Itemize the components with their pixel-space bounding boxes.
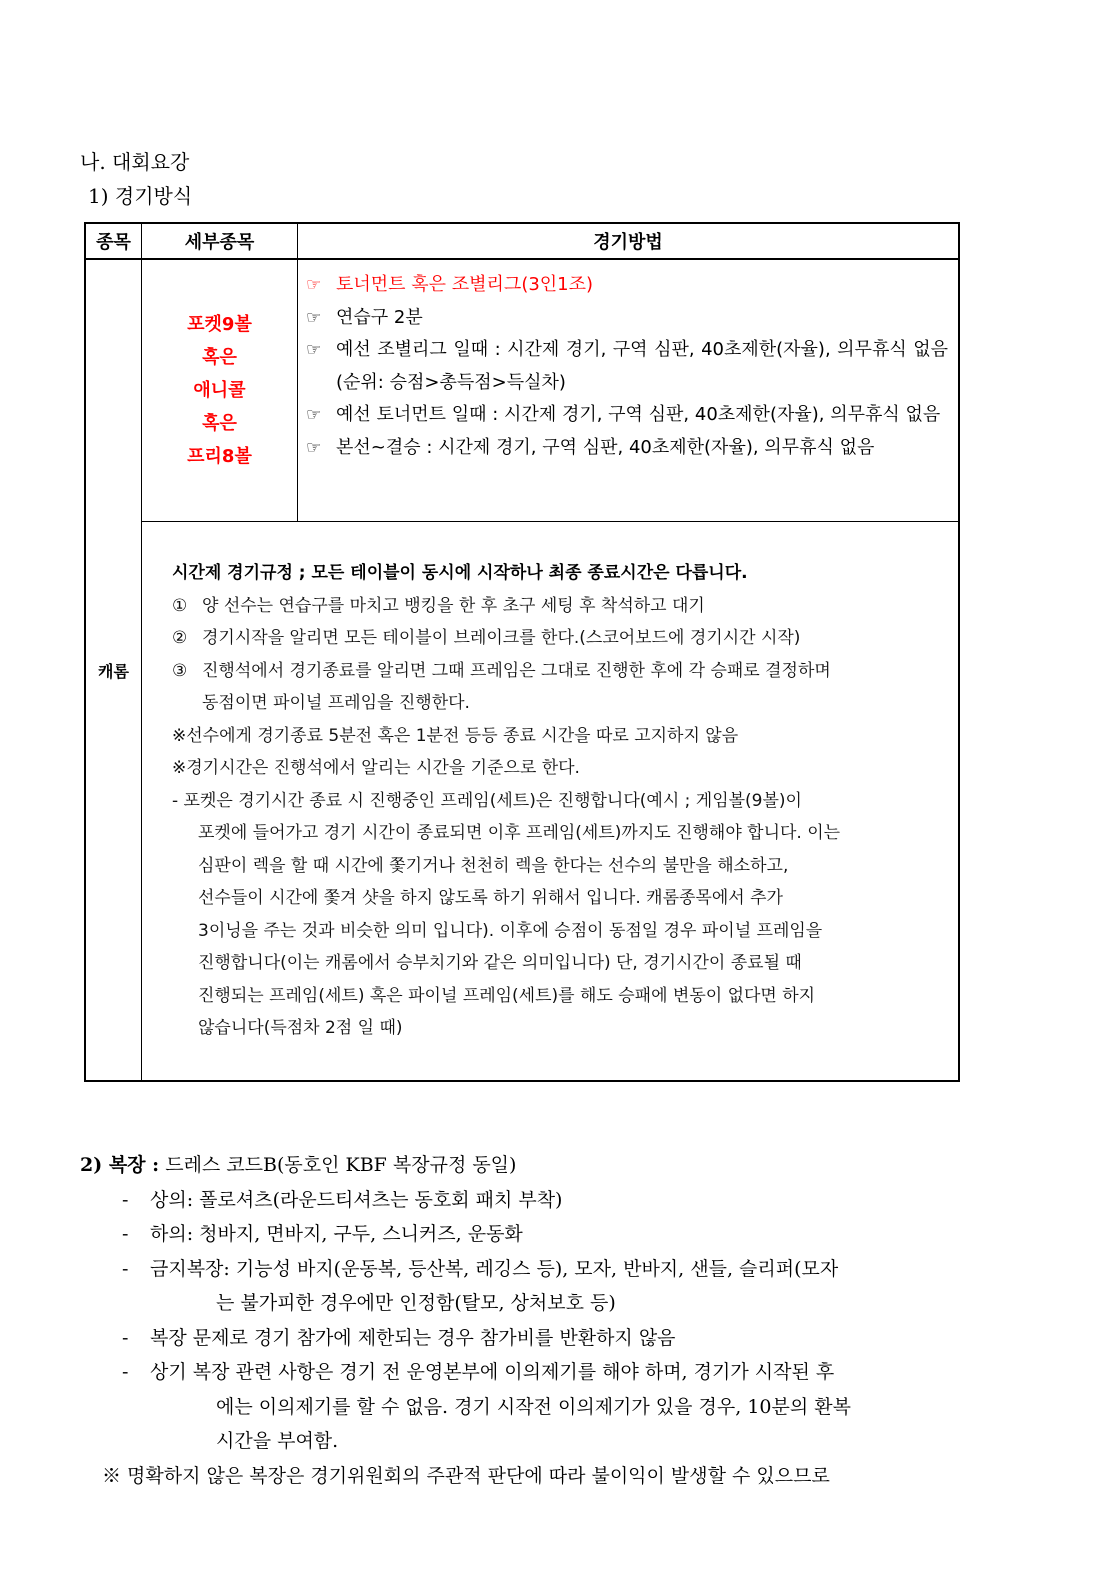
- rule-text: 진행석에서 경기종료를 알리면 그때 프레임은 그대로 진행한 후에 각 승패로 결정하며: [202, 660, 831, 681]
- dress-item-continuation: 시간을 부여함.: [216, 1430, 339, 1452]
- pocket-rule-line: 포켓에 들어가고 경기 시간이 종료되면 이후 프레임(세트)까지도 진행해야 합니다. 이는: [198, 823, 841, 843]
- method-item: [306, 432, 948, 465]
- rule-continuation: 동점이면 파이널 프레임을 진행한다.: [202, 693, 470, 713]
- dress-code-label: 2) 복장 :: [80, 1154, 160, 1176]
- sub-heading: 1) 경기방식: [88, 184, 193, 208]
- dash-bullet: -: [122, 1326, 129, 1349]
- sub-event-or: 혹은: [202, 346, 237, 368]
- sub-event-anycall: 애니콜: [193, 379, 246, 401]
- sub-event-list: [142, 308, 297, 473]
- dress-code-section: [80, 1148, 1040, 1493]
- method-item: [306, 399, 948, 432]
- dash-bullet: -: [122, 1188, 129, 1211]
- pointing-hand-icon: ☞: [306, 307, 322, 328]
- pocket-rule-line: 진행되는 프레임(세트) 혹은 파이널 프레임(세트)를 해도 승패에 변동이 없다면 하지: [198, 985, 816, 1006]
- dress-item: [80, 1355, 1040, 1390]
- sub-event-or: 혹은: [202, 412, 237, 434]
- dress-item: [80, 1217, 1040, 1252]
- method-text: 본선~결승 : 시간제 경기, 구역 심판, 40초제한(자율), 의무휴식 없음: [336, 436, 875, 458]
- dress-item-continuation: 는 불가피한 경우에만 인정함(탈모, 상처보호 등): [216, 1292, 616, 1314]
- pocket-rule-line: 진행합니다(이는 캐롬에서 승부치기와 같은 의미입니다) 단, 경기시간이 종료될 때: [198, 953, 802, 973]
- header-method: 경기방법: [298, 223, 960, 259]
- pointing-hand-icon: ☞: [306, 405, 322, 425]
- dress-item: [80, 1183, 1040, 1218]
- header-sub-event: 세부종목: [142, 223, 298, 259]
- event-cell: 캐롬: [85, 259, 142, 1081]
- rules-title: 시간제 경기규정 ; 모든 테이블이 동시에 시작하나 최종 종료시간은 다릅니다.: [172, 562, 748, 583]
- rule-text: 양 선수는 연습구를 마치고 뱅킹을 한 후 초구 세팅 후 착석하고 대기: [202, 595, 705, 616]
- dash-bullet: -: [122, 1257, 129, 1280]
- rule-text: 경기시작을 알리면 모든 테이블이 브레이크를 한다.(스코어보드에 경기시간 시작): [202, 628, 801, 648]
- dash-bullet: -: [122, 1361, 129, 1383]
- dress-item: [80, 1252, 1040, 1287]
- rule-item: [172, 655, 938, 688]
- pocket-rule-line: 심판이 렉을 할 때 시간에 쫓기거나 천천히 렉을 한다는 선수의 불만을 해소하고,: [198, 855, 789, 876]
- table-row: [85, 521, 959, 1081]
- method-item: [306, 269, 948, 302]
- header-event: 종목: [85, 223, 142, 259]
- rule-item: [172, 622, 938, 655]
- dress-item-text: 하의: 청바지, 면바지, 구두, 스니커즈, 운동화: [150, 1223, 523, 1245]
- dress-item-text: 상의: 폴로셔츠(라운드티셔츠는 동호회 패치 부착): [150, 1188, 563, 1211]
- sub-event-pocket9: 포켓9볼: [187, 313, 252, 335]
- pointing-hand-icon: ☞: [306, 275, 322, 295]
- method-item: [306, 302, 948, 335]
- dress-item: [80, 1321, 1040, 1356]
- sub-event-cell: [142, 259, 298, 521]
- dress-code-title: [80, 1148, 1040, 1183]
- pocket-rule-line: 3이닝을 주는 것과 비슷한 의미 입니다). 이후에 승점이 동점일 경우 파이널 프레임을: [198, 920, 823, 941]
- method-text: 예선 조별리그 일때 : 시간제 경기, 구역 심판, 40초제한(자율), 의무휴식 없음 (순위: 승점>총득점>득실차): [336, 339, 948, 393]
- rule-number: ②: [172, 628, 188, 648]
- rule-number: ③: [172, 660, 188, 681]
- rule-note: ※경기시간은 진행석에서 알리는 시간을 기준으로 한다.: [172, 758, 580, 778]
- rule-note: ※선수에게 경기종료 5분전 혹은 1분전 등등 종료 시간을 따로 고지하지 않음: [172, 725, 739, 746]
- dress-code-note: ※ 명확하지 않은 복장은 경기위원회의 주관적 판단에 따라 불이익이 발생할 수 있으므로: [102, 1464, 830, 1487]
- table-header-row: [85, 223, 959, 259]
- pocket-rule-line: 않습니다(득점차 2점 일 때): [198, 1018, 403, 1038]
- method-cell: [298, 259, 960, 521]
- dress-item-continuation: 에는 이의제기를 할 수 없음. 경기 시작전 이의제기가 있을 경우, 10분의 환복: [216, 1395, 851, 1418]
- rule-item: [172, 590, 938, 623]
- pointing-hand-icon: ☞: [306, 437, 322, 458]
- dress-item-text: 복장 문제로 경기 참가에 제한되는 경우 참가비를 반환하지 않음: [150, 1326, 676, 1349]
- dress-item-text: 금지복장: 기능성 바지(운동복, 등산복, 레깅스 등), 모자, 반바지, 샌들, 슬리퍼(모자: [150, 1257, 839, 1280]
- method-text: 토너먼트 혹은 조별리그(3인1조): [336, 274, 594, 295]
- pocket-rule: - 포켓은 경기시간 종료 시 진행중인 프레임(세트)은 진행합니다(예시 ; 게임볼(9볼)이: [172, 790, 802, 811]
- rule-number: ①: [172, 595, 188, 616]
- time-rules-cell: [142, 521, 960, 1081]
- method-text: 연습구 2분: [336, 306, 423, 328]
- table-row: [85, 259, 959, 521]
- pointing-hand-icon: ☞: [306, 340, 322, 360]
- dress-code-heading: 드레스 코드B(동호인 KBF 복장규정 동일): [159, 1154, 517, 1176]
- match-format-table: [84, 222, 960, 1082]
- method-item: [306, 334, 948, 399]
- section-heading: 나. 대회요강: [80, 150, 190, 174]
- dash-bullet: -: [122, 1223, 129, 1245]
- pocket-rule-line: 선수들이 시간에 쫓겨 샷을 하지 않도록 하기 위해서 입니다. 캐롬종목에서 추가: [198, 888, 783, 908]
- dress-item-text: 상기 복장 관련 사항은 경기 전 운영본부에 이의제기를 해야 하며, 경기가 시작된 후: [150, 1361, 835, 1383]
- method-text: 예선 토너먼트 일때 : 시간제 경기, 구역 심판, 40초제한(자율), 의무휴식 없음: [336, 404, 941, 425]
- sub-event-free8: 프리8볼: [187, 445, 252, 467]
